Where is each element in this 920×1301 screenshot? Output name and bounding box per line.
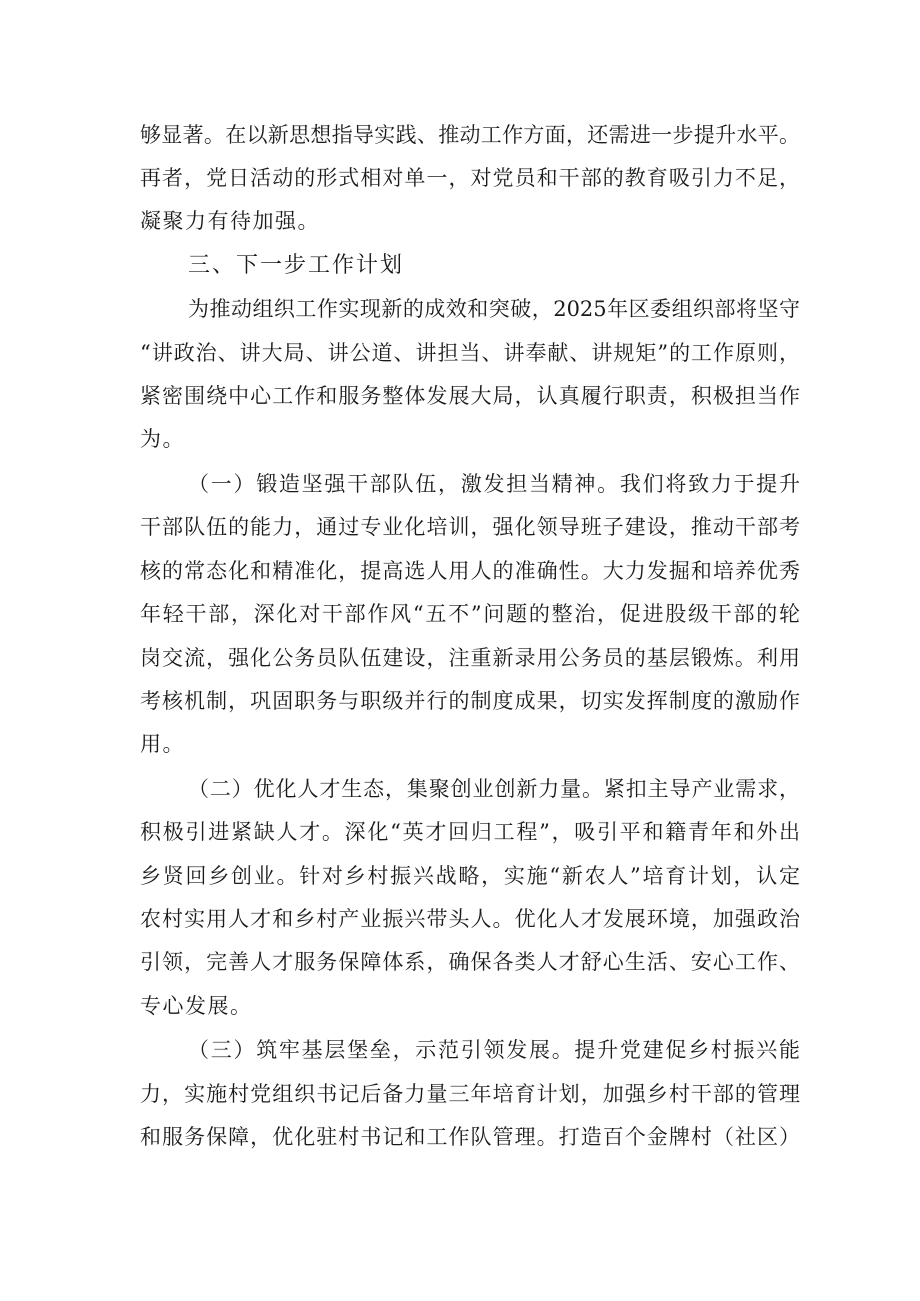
paragraph-line: （一）锻造坚强干部队伍，激发担当精神。我们将致力于提升 [188,472,800,496]
paragraph-line: 考核机制，巩固职务与职级并行的制度成果，切实发挥制度的激励作 [140,689,800,713]
paragraph-line: 为推动组织工作实现新的成效和突破，2025年区委组织部将坚守 [188,297,800,321]
section-heading: 三、下一步工作计划 [188,253,405,278]
paragraph-line: 干部队伍的能力，通过专业化培训，强化领导班子建设，推动干部考 [140,515,800,539]
paragraph-line: 岗交流，强化公务员队伍建设，注重新录用公务员的基层锻炼。利用 [140,646,800,670]
paragraph-line: 和服务保障，优化驻村书记和工作队管理。打造百个金牌村（社区） [140,1125,800,1149]
paragraph-line: 年轻干部，深化对干部作风“五不”问题的整治，促进股级干部的轮 [140,602,800,626]
paragraph-line: 农村实用人才和乡村产业振兴带头人。优化人才发展环境，加强政治 [140,907,800,931]
paragraph-line: 引领，完善人才服务保障体系，确保各类人才舒心生活、安心工作、 [140,950,800,974]
paragraph-line: 够显著。在以新思想指导实践、推动工作方面，还需进一步提升水平。 [140,123,800,147]
paragraph-line: 为。 [140,427,185,451]
paragraph-line: “讲政治、讲大局、讲公道、讲担当、讲奉献、讲规矩”的工作原则， [140,341,800,365]
paragraph-line: 紧密围绕中心工作和服务整体发展大局，认真履行职责，积极担当作 [140,384,800,408]
paragraph-line: 用。 [140,732,185,756]
paragraph-line: 专心发展。 [140,994,253,1018]
paragraph-line: （三）筑牢基层堡垒，示范引领发展。提升党建促乡村振兴能 [188,1038,800,1062]
paragraph-line: （二）优化人才生态，集聚创业创新力量。紧扣主导产业需求， [188,777,800,801]
paragraph-line: 核的常态化和精准化，提高选人用人的准确性。大力发掘和培养优秀 [140,559,800,583]
paragraph-line: 乡贤回乡创业。针对乡村振兴战略，实施“新农人”培育计划，认定 [140,864,800,888]
paragraph-line: 凝聚力有待加强。 [140,209,320,233]
paragraph-line: 力，实施村党组织书记后备力量三年培育计划，加强乡村干部的管理 [140,1082,800,1106]
paragraph-line: 积极引进紧缺人才。深化“英才回归工程”，吸引平和籍青年和外出 [140,820,800,844]
paragraph-line: 再者，党日活动的形式相对单一，对党员和干部的教育吸引力不足， [140,166,800,190]
